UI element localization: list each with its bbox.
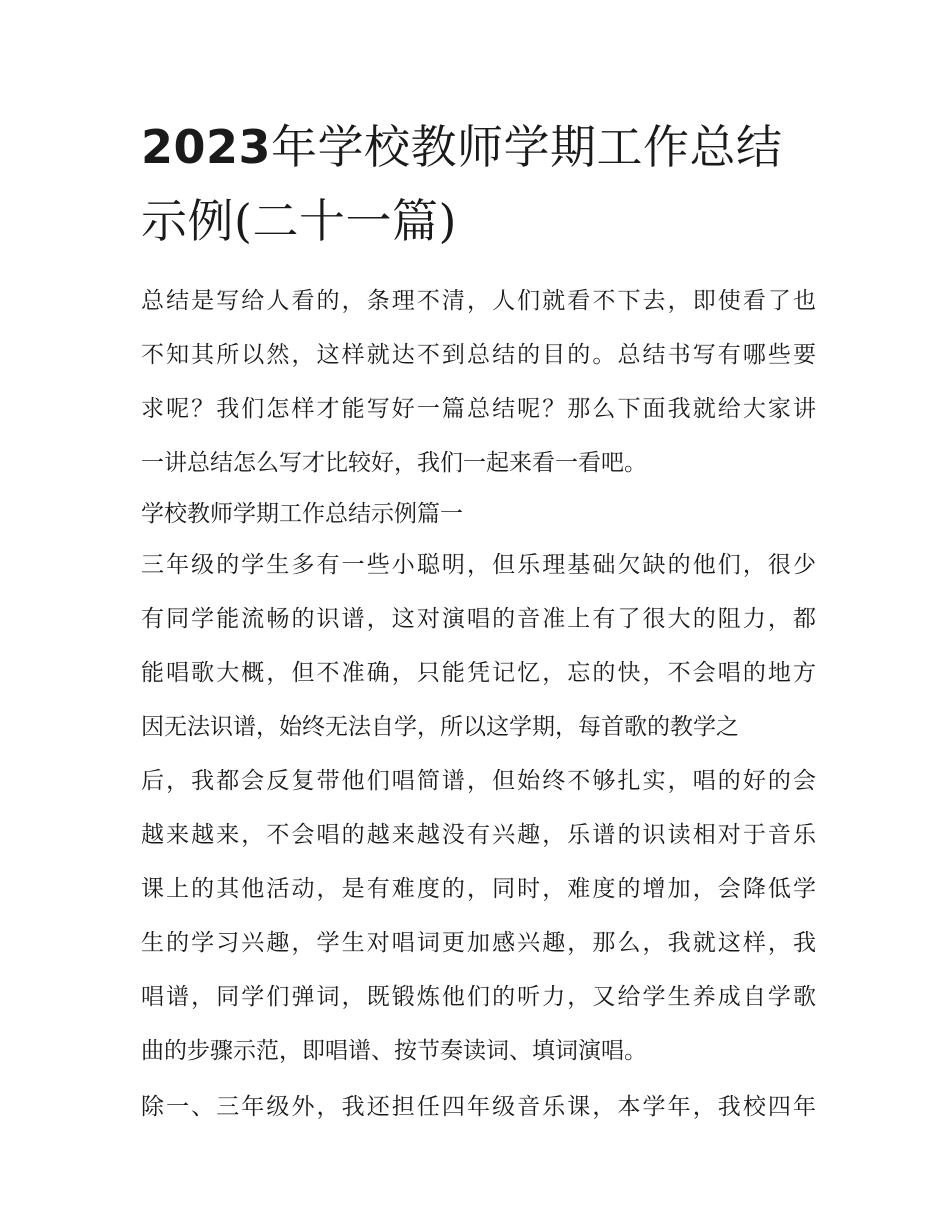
title-line-2: 示例(二十一篇) bbox=[141, 194, 457, 248]
body-line: 因无法识谱，始终无法自学，所以这学期，每首歌的教学之 bbox=[141, 714, 739, 740]
body-line: 后，我都会反复带他们唱简谱，但始终不够扎实，唱的好的会 bbox=[141, 768, 816, 794]
intro-line: 一讲总结怎么写才比较好，我们一起来看一看吧。 bbox=[141, 450, 647, 476]
intro-line: 不知其所以然，这样就达不到总结的目的。总结书写有哪些要 bbox=[141, 342, 816, 368]
title-line-1 bbox=[141, 110, 816, 184]
document-title bbox=[141, 110, 816, 258]
body-line: 能唱歌大概，但不准确，只能凭记忆，忘的快，不会唱的地方 bbox=[141, 660, 816, 686]
body-line: 曲的步骤示范，即唱谱、按节奏读词、填词演唱。 bbox=[141, 1038, 647, 1064]
intro-paragraph bbox=[141, 274, 816, 490]
body-line: 生的学习兴趣，学生对唱词更加感兴趣，那么，我就这样，我 bbox=[141, 930, 816, 956]
body-line: 唱谱，同学们弹词，既锻炼他们的听力，又给学生养成自学歌 bbox=[141, 984, 816, 1010]
intro-line: 总结是写给人看的，条理不清，人们就看不下去，即使看了也 bbox=[141, 288, 816, 314]
body-line: 课上的其他活动，是有难度的，同时，难度的增加，会降低学 bbox=[141, 876, 816, 902]
body-line: 有同学能流畅的识谱，这对演唱的音准上有了很大的阻力，都 bbox=[141, 606, 816, 632]
title-line-1-text: 年学校教师学期工作总结 bbox=[271, 120, 783, 174]
section-heading: 学校教师学期工作总结示例篇一 bbox=[141, 501, 463, 527]
title-year: 2023 bbox=[141, 120, 272, 174]
body-line: 三年级的学生多有一些小聪明，但乐理基础欠缺的他们，很少 bbox=[141, 552, 816, 578]
next-paragraph-line: 除一、三年级外，我还担任四年级音乐课，本学年，我校四年 bbox=[141, 1094, 816, 1120]
intro-line: 求呢？我们怎样才能写好一篇总结呢？那么下面我就给大家讲 bbox=[141, 396, 816, 422]
body-line: 越来越来，不会唱的越来越没有兴趣，乐谱的识读相对于音乐 bbox=[141, 822, 816, 848]
body-paragraph bbox=[141, 538, 816, 1078]
document-page bbox=[141, 110, 816, 1134]
